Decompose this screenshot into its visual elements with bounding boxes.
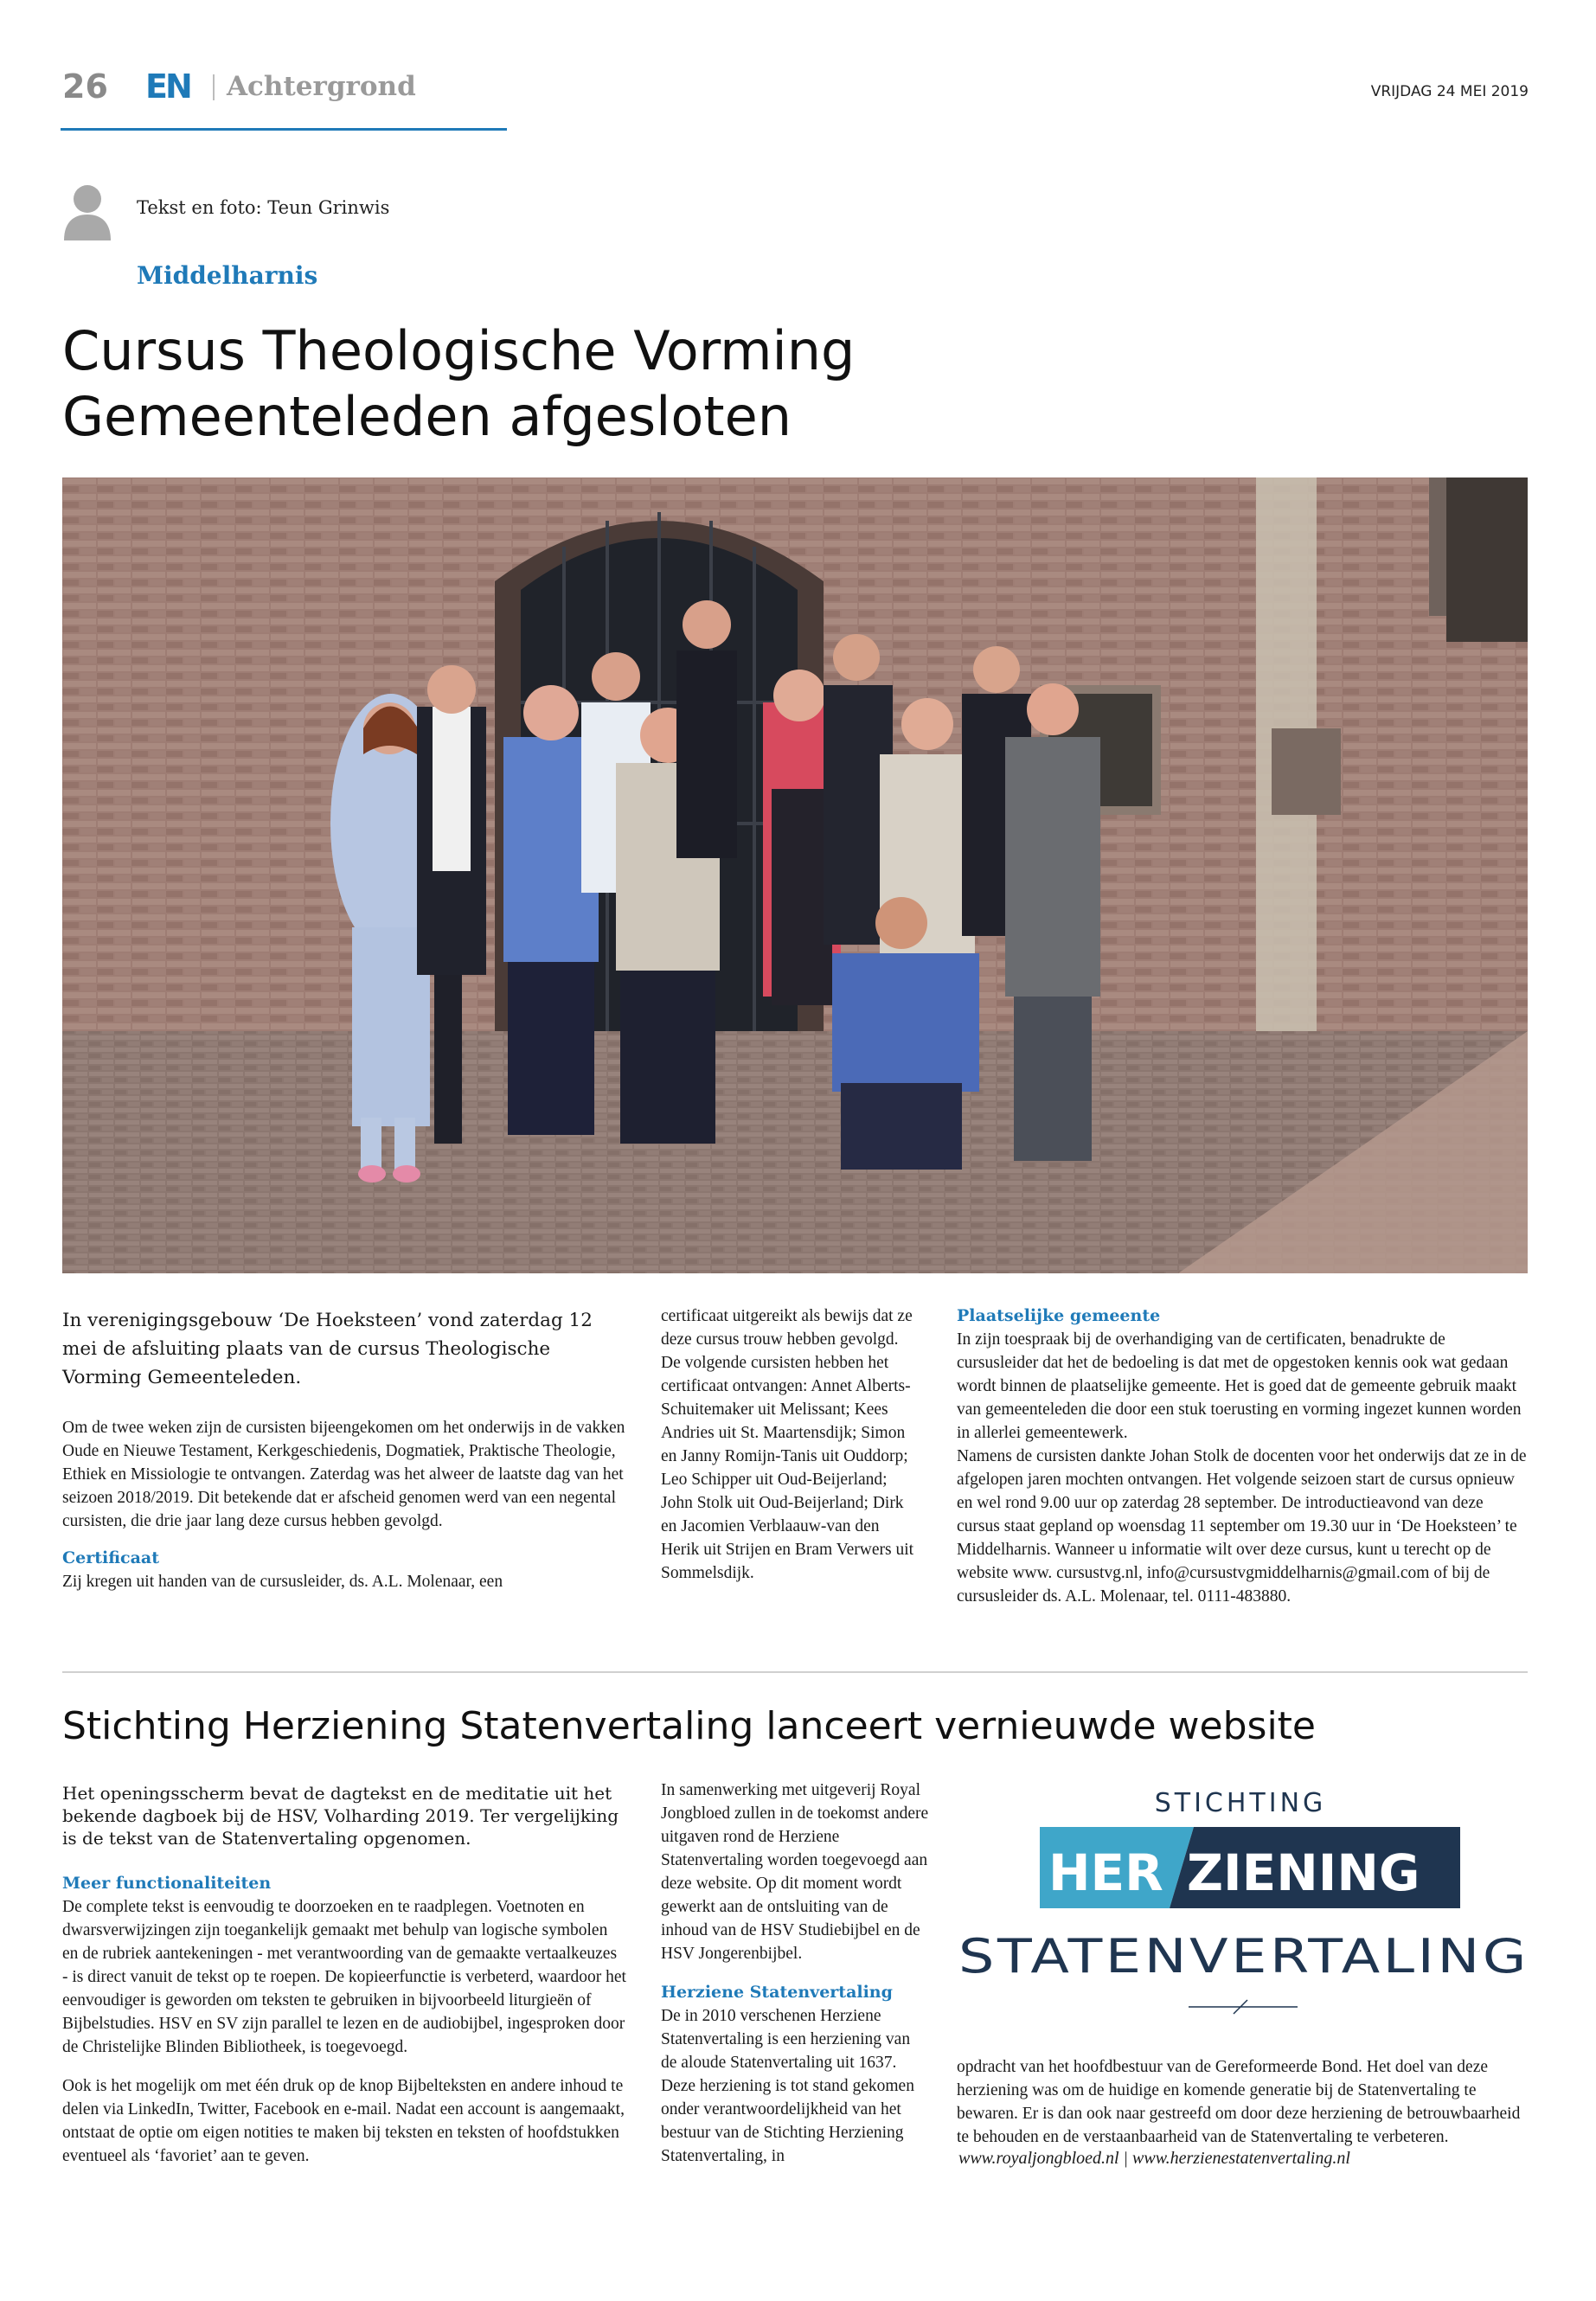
article2-column-3 (957, 2055, 1528, 2149)
article1-paragraph-4: In zijn toespraak bij de overhandiging van de certificaten, benadrukte de cursusleider dat het de bedoeling is dat met de opgestoken kennis ook wat gedaan wordt binnen de plaatselijke gemeente. Het is goed dat de gemeente gebruik maakt van gemeenteleden die door een stuk toerusting en vorming ingezet kunnen worden in allerlei gemeentewerk. (957, 1330, 1522, 1442)
article2-column-2 (661, 1779, 929, 2168)
article2-paragraph-3: In samenwerking met uitgeverij Royal Jongbloed zullen in de toekomst andere uitgaven rond de Herziene Statenvertaling worden toegevoegd aan deze website. Op dit moment wordt gewerkt aan de ontsluiting van de inhoud van de HSV Studiebijbel en de HSV Jongerenbijbel. (661, 1781, 929, 1963)
header-separator (213, 74, 215, 100)
article-title-line-1: Cursus Theologische Vorming (62, 319, 856, 382)
article2-paragraph-5: opdracht van het hoofdbestuur van de Gereformeerde Bond. Het doel van deze herziening was om de huidige en komende generatie bij de Statenvertaling te bewaren. Er is dan ook naar gestreefd om door deze herziening de betrouwbaarheid te behouden en de verstaanbaarheid van de Statenvertaling te verbeteren. (957, 2058, 1521, 2146)
section-title: Achtergrond (227, 71, 416, 102)
kicker-location: Middelharnis (137, 261, 318, 290)
group-photo-illustration (62, 478, 1528, 1273)
author-avatar-icon (62, 183, 112, 240)
website-links[interactable]: www.royaljongbloed.nl | www.herzienestatenvertaling.nl (958, 2149, 1350, 2168)
article1-column-3 (957, 1304, 1528, 1608)
article2-lead: Het openingsscherm bevat de dagtekst en de meditatie uit het bekende dagboek bij de HSV, Volharding 2019. Ter vergelijking is de tekst van de Statenvertaling opgenomen. (62, 1783, 619, 1849)
article1-column-1 (62, 1306, 626, 1593)
article1-paragraph-1: Om de twee weken zijn de cursisten bijeengekomen om het onderwijs in de vakken Oude en Nieuwe Testament, Kerkgeschiedenis, Dogmatiek, Praktische Theologie, Ethiek en Missiologie te ontvangen. Zaterdag was het alweer de laatste dag van het seizoen 2018/2019. Dit betekende dat er afscheid genomen werd van een negental cursisten, die drie jaar lang deze cursus hebben gevolgd. (62, 1419, 625, 1530)
article-title (62, 318, 1360, 450)
article2-paragraph-1: De complete tekst is eenvoudig te doorzoeken en te raadplegen. Voetnoten en dwarsverwijzingen zijn toegankelijk gemaakt met behulp van logische symbolen en de rubriek aantekeningen - met verantwoording van de gemaakte vertaalkeuzes - is direct vanuit de tekst op te roepen. De kopieerfunctie is verbeterd, waardoor het eenvoudiger is geworden om teksten te gebruiken in bijvoorbeeld liturgieën of Bijbelstudies. HSV en SV zijn parallel te lezen en de audiobijbel, ingesproken door de Christelijke Blinden Bibliotheek, is toegevoegd. (62, 1898, 626, 2056)
article1-lead: In verenigingsgebouw ‘De Hoeksteen’ vond zaterdag 12 mei de afsluiting plaats van de cursus Theologische Vorming Gemeenteleden. (62, 1310, 593, 1388)
byline: Tekst en foto: Teun Grinwis (137, 197, 390, 218)
header-rule (61, 128, 507, 131)
hsv-logo-top-text: STICHTING (1154, 1788, 1327, 1818)
article1-column-2 (661, 1304, 920, 1585)
article-divider (62, 1671, 1528, 1673)
article2-paragraph-4: De in 2010 verschenen Herziene Statenvertaling is een herziening van de aloude Statenvertaling uit 1637. Deze herziening is tot stand gekomen onder verantwoordelijkheid van het bestuur van de Stichting Herziening Statenvertaling, in (661, 2007, 914, 2165)
article2-title: Stichting Herziening Statenvertaling lanceert vernieuwde website (62, 1704, 1316, 1748)
article-title-line-2: Gemeenteleden afgesloten (62, 385, 792, 448)
article1-paragraph-3: certificaat uitgereikt als bewijs dat ze deze cursus trouw hebben gevolgd. De volgende cursisten hebben het certificaat ontvangen: Annet Alberts-Schuitemaker uit Melissant; Kees Andries uit St. Maartensdijk; Simon en Janny Romijn-Tanis uit Ouddorp; Leo Schipper uit Oud-Beijerland; John Stolk uit Oud-Beijerland; Dirk en Jacomien Verblaauw-van den Herik uit Strijen en Bram Verwers uit Sommelsdijk. (661, 1307, 914, 1582)
hsv-logo-ziening: ZIENING (1187, 1843, 1420, 1902)
group-photo (62, 478, 1528, 1273)
article1-subheading-certificaat: Certificaat (62, 1548, 159, 1567)
hsv-logo-her: HER (1048, 1843, 1163, 1902)
article1-subheading-gemeente: Plaatselijke gemeente (957, 1306, 1161, 1325)
article2-subheading-functionaliteiten: Meer functionaliteiten (62, 1874, 272, 1893)
hsv-logo (958, 1768, 1529, 2019)
newspaper-logo: EN (145, 67, 190, 106)
article1-paragraph-2: Zij kregen uit handen van de cursusleider, ds. A.L. Molenaar, een (62, 1573, 503, 1591)
page-number: 26 (62, 67, 108, 106)
article2-paragraph-2: Ook is het mogelijk om met één druk op de knop Bijbelteksten en andere inhoud te delen via LinkedIn, Twitter, Facebook en e-mail. Nadat een account is aangemaakt, ontstaat de optie om eigen notities te maken bij teksten en teksten of hoofdstukken eventueel als ‘favoriet’ aan te geven. (62, 2077, 625, 2165)
issue-date: VRIJDAG 24 MEI 2019 (1370, 83, 1529, 100)
article2-subheading-hsv: Herziene Statenvertaling (661, 1983, 893, 2002)
article2-column-1 (62, 1782, 626, 2168)
hsv-logo-bottom-text: STATENVERTALING (958, 1929, 1529, 1984)
article1-paragraph-5: Namens de cursisten dankte Johan Stolk de docenten voor het onderwijs dat ze in de afgelopen jaren mochten ontvangen. Het volgende seizoen start de cursus opnieuw en wel rond 9.00 uur op zaterdag 28 september. De introductieavond van deze cursus staat gepland op woensdag 11 september om 19.30 uur in ‘De Hoeksteen’ te Middelharnis. Wanneer u informatie wilt over deze cursus, kunt u terecht op de website www. cursustvg.nl, info@cursustvgmiddelharnis@gmail.com of bij de cursusleider ds. A.L. Molenaar, tel. 0111-483880. (957, 1447, 1527, 1606)
